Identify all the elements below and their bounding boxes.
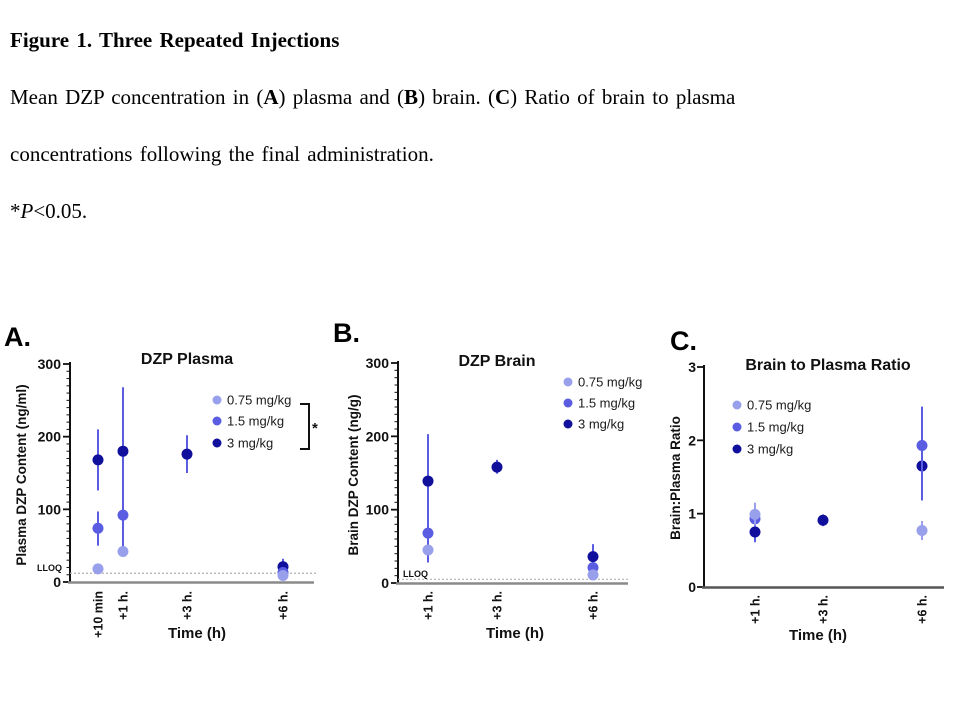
panel-c [660,318,960,698]
legend-dot [213,439,222,448]
data-point [750,509,761,520]
x-axis-label: Time (h) [485,625,545,642]
legend-label: 1.5 mg/kg [227,413,285,429]
chart-title: Brain to Plasma Ratio [745,357,911,374]
figure-pvalue-note [10,199,940,224]
x-tick-label: +10 min [91,591,106,638]
figure-area [0,318,960,720]
significance-asterisk: * [312,420,318,437]
data-point [93,454,104,465]
legend-dot [213,396,222,405]
caption-panel-ref-a: A [263,85,279,109]
legend-dot [213,417,222,426]
y-axis-tick-label: 0 [381,575,389,591]
data-point [588,551,599,562]
x-tick-label: +1 h. [421,591,436,620]
panel-b [330,318,660,698]
panel-a-letter: A. [4,322,31,352]
data-point [917,440,928,451]
data-point [492,462,503,473]
y-axis-tick-label: 200 [37,428,61,445]
caption-text: ) plasma and ( [278,85,405,109]
chart-title: DZP Plasma [140,351,234,368]
pvalue-rest: <0.05. [33,199,88,223]
y-axis-tick-label: 200 [365,428,389,445]
legend-label: 3 mg/kg [578,416,625,432]
data-point [423,476,434,487]
x-tick-label: +1 h. [748,595,763,624]
legend-dot [564,399,573,408]
data-point [118,546,129,557]
y-axis-tick-label: 0 [53,574,61,590]
y-axis-label: Brain DZP Content (ng/g) [346,394,361,556]
significance-bracket [300,404,309,449]
data-point [750,527,761,538]
chart-title: DZP Brain [458,353,536,370]
data-point [818,515,829,526]
panel-a [0,318,330,698]
figure-description-line2: concentrations following the final administration. [10,142,434,166]
y-axis-tick-label: 1 [688,505,696,522]
x-axis-label: Time (h) [167,625,227,642]
panel-c-letter: C. [670,326,697,356]
caption-text: Mean DZP concentration in ( [10,85,264,109]
lloq-label: LLOQ [37,563,62,573]
y-axis-tick-label: 300 [365,355,389,371]
y-axis-tick-label: 100 [37,501,61,518]
legend-label: 0.75 mg/kg [227,392,292,408]
data-point [278,570,289,581]
caption-text: ) Ratio of brain to plasma [510,85,736,109]
data-point [93,563,104,574]
data-point [423,528,434,539]
lloq-label: LLOQ [403,569,428,579]
x-tick-label: +3 h. [490,591,505,620]
caption-panel-ref-c: C [494,85,511,109]
x-tick-label: +6 h. [586,591,601,620]
legend-dot [733,423,742,432]
chart-b [330,318,660,693]
caption-panel-ref-b: B [404,85,419,109]
legend-label: 0.75 mg/kg [578,374,643,390]
legend-dot [564,378,573,387]
legend-dot [733,401,742,410]
y-axis-tick-label: 300 [37,356,61,372]
data-point [588,569,599,580]
figure-title: Figure 1. Three Repeated Injections [10,28,340,52]
x-tick-label: +6 h. [915,595,930,624]
asterisk-symbol: * [10,199,21,223]
figure-description-line1 [10,85,940,110]
chart-a [0,318,330,693]
legend-label: 1.5 mg/kg [578,395,636,411]
legend-label: 0.75 mg/kg [747,397,812,413]
legend-label: 1.5 mg/kg [747,419,805,435]
panel-b-letter: B. [333,318,360,348]
y-axis-tick-label: 100 [365,501,389,518]
legend-label: 3 mg/kg [747,441,794,457]
data-point [118,510,129,521]
x-tick-label: +3 h. [816,595,831,624]
chart-c [660,318,960,693]
legend-label: 3 mg/kg [227,435,274,451]
figure-caption [10,28,940,256]
caption-text: ) brain. ( [418,85,495,109]
x-axis-label: Time (h) [788,627,848,644]
data-point [118,446,129,457]
x-tick-label: +1 h. [116,591,131,620]
y-axis-tick-label: 2 [688,432,696,449]
y-axis-tick-label: 3 [688,359,696,375]
data-point [182,449,193,460]
x-tick-label: +6 h. [276,591,291,620]
pvalue-p: P [20,199,34,223]
data-point [917,525,928,536]
y-axis-tick-label: 0 [688,579,696,595]
y-axis-label: Plasma DZP Content (ng/ml) [14,384,29,566]
data-point [423,545,434,556]
data-point [93,523,104,534]
legend-dot [564,420,573,429]
x-tick-label: +3 h. [180,591,195,620]
y-axis-label: Brain:Plasma Ratio [668,416,683,540]
legend-dot [733,445,742,454]
